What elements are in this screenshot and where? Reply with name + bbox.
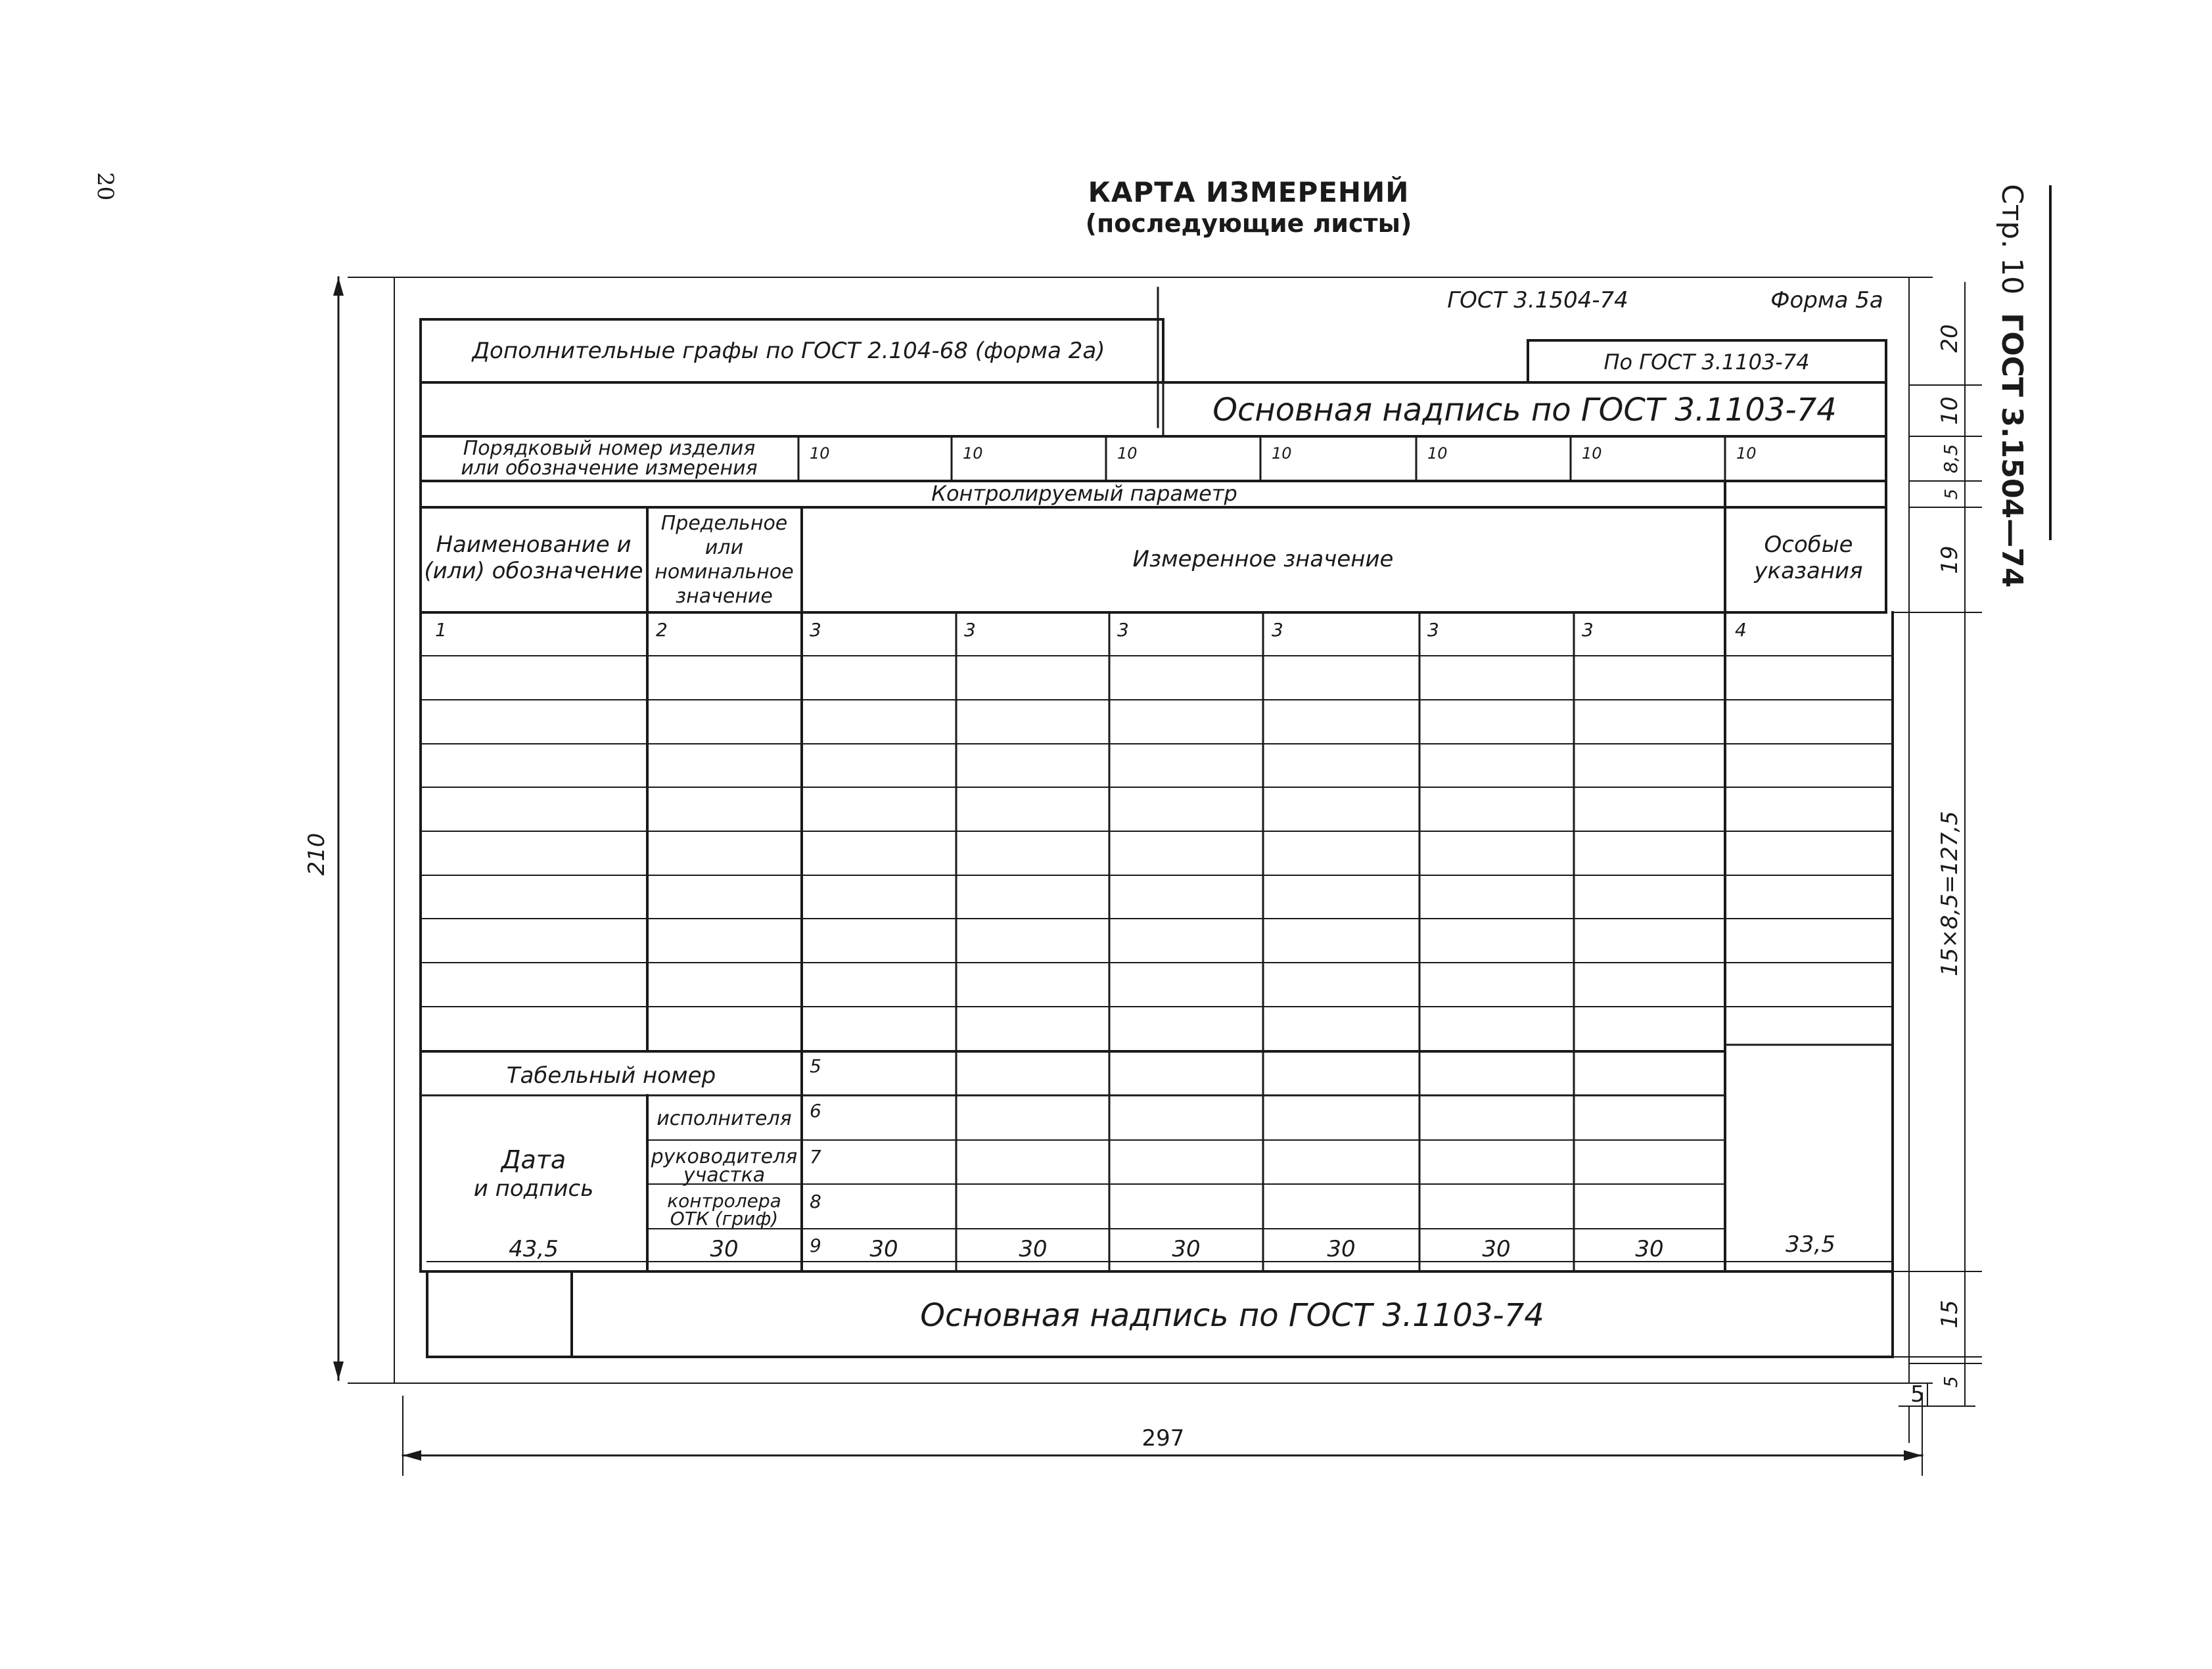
dim-right-3: 5: [1942, 488, 1962, 500]
col-limit-line-1: Предельное: [660, 512, 788, 535]
col-number-3: 3: [964, 619, 976, 641]
col-special-line-2: указания: [1754, 558, 1863, 584]
serial-width-4: 10: [1427, 444, 1448, 463]
serial-width-5: 10: [1582, 444, 1602, 463]
dim-width-3: 30: [1019, 1236, 1048, 1262]
col-number-5: 3: [1272, 619, 1283, 641]
controller-line-1: контролера: [667, 1190, 781, 1212]
serial-label-1: Порядковый номер изделия: [463, 437, 756, 460]
form-name: Форма 5а: [1770, 287, 1883, 313]
date-sign-line-1: Дата: [501, 1145, 566, 1174]
dim-right-5: 15×8,5=127,5: [1937, 811, 1963, 976]
col-measured-label: Измеренное значение: [1132, 546, 1394, 572]
controller-line-2: ОТК (гриф): [670, 1208, 779, 1229]
field-num-6: 6: [810, 1100, 821, 1122]
serial-label-2: или обозначение измерения: [461, 457, 758, 480]
field-num-5: 5: [810, 1055, 821, 1077]
manager-line-1: руководителя: [651, 1145, 798, 1168]
col-number-1: 2: [656, 619, 668, 641]
form-standard: ГОСТ 3.1504-74: [1447, 287, 1628, 313]
field-num-9: 9: [810, 1235, 821, 1256]
col-number-7: 3: [1582, 619, 1594, 641]
dim-width-5: 30: [1327, 1236, 1356, 1262]
dim-width-8: 33,5: [1786, 1231, 1835, 1258]
serial-width-0: 10: [810, 444, 830, 463]
col-limit-line-3: номинальное: [655, 560, 794, 583]
page-number: 20: [92, 172, 118, 201]
dim-total-width: 297: [1141, 1425, 1185, 1452]
dim-right-0: 20: [1937, 324, 1963, 353]
dim-bottom-offset: 5: [1910, 1381, 1925, 1407]
col-number-6: 3: [1427, 619, 1439, 641]
field-num-7: 7: [810, 1146, 821, 1168]
dim-width-7: 30: [1635, 1236, 1664, 1262]
dim-width-0: 43,5: [509, 1236, 559, 1262]
serial-width-2: 10: [1117, 444, 1138, 463]
date-sign-line-2: и подпись: [473, 1176, 594, 1202]
col-number-2: 3: [810, 619, 821, 641]
side-standard: ГОСТ 3.1504—74: [1995, 313, 2029, 588]
col-limit-line-4: значение: [676, 585, 773, 608]
dim-width-2: 30: [869, 1236, 898, 1262]
field-num-8: 8: [810, 1191, 821, 1212]
col-number-8: 4: [1735, 619, 1747, 641]
col-special-line-1: Особые: [1764, 532, 1853, 558]
col-limit-line-2: или: [704, 536, 744, 559]
serial-width-3: 10: [1272, 444, 1292, 463]
manager-line-2: участка: [683, 1164, 766, 1187]
tab-number-label: Табельный номер: [506, 1063, 716, 1089]
dim-width-1: 30: [710, 1236, 739, 1262]
col-number-0: 1: [435, 619, 447, 641]
page-title: КАРТА ИЗМЕРЕНИЙ: [1088, 176, 1410, 208]
serial-width-1: 10: [963, 444, 983, 463]
dim-right-6: 15: [1937, 1300, 1963, 1329]
dim-total-height: 210: [304, 833, 330, 876]
col-number-4: 3: [1117, 619, 1129, 641]
serial-width-6: 10: [1736, 444, 1757, 463]
dim-right-2: 8,5: [1940, 444, 1962, 474]
additional-columns-label: Дополнительные графы по ГОСТ 2.104-68 (форма 2а): [472, 338, 1105, 364]
by-standard-label: По ГОСТ 3.1103-74: [1603, 350, 1810, 375]
dim-right-1: 10: [1937, 396, 1963, 425]
executor-label: исполнителя: [657, 1107, 792, 1130]
dim-right-4: 19: [1937, 545, 1963, 574]
dim-width-6: 30: [1482, 1236, 1511, 1262]
dim-right-7: 5: [1940, 1376, 1962, 1388]
main-inscription-bottom: Основная надпись по ГОСТ 3.1103-74: [920, 1297, 1544, 1334]
page-subtitle: (последующие листы): [1085, 209, 1412, 238]
controlled-param-label: Контролируемый параметр: [931, 481, 1237, 506]
dim-width-4: 30: [1172, 1236, 1201, 1262]
side-page: Стр. 10: [1995, 184, 2029, 295]
col-name-line-1: Наименование и: [436, 532, 632, 558]
main-inscription-top: Основная надпись по ГОСТ 3.1103-74: [1212, 392, 1837, 428]
col-name-line-2: (или) обозначение: [424, 558, 643, 584]
